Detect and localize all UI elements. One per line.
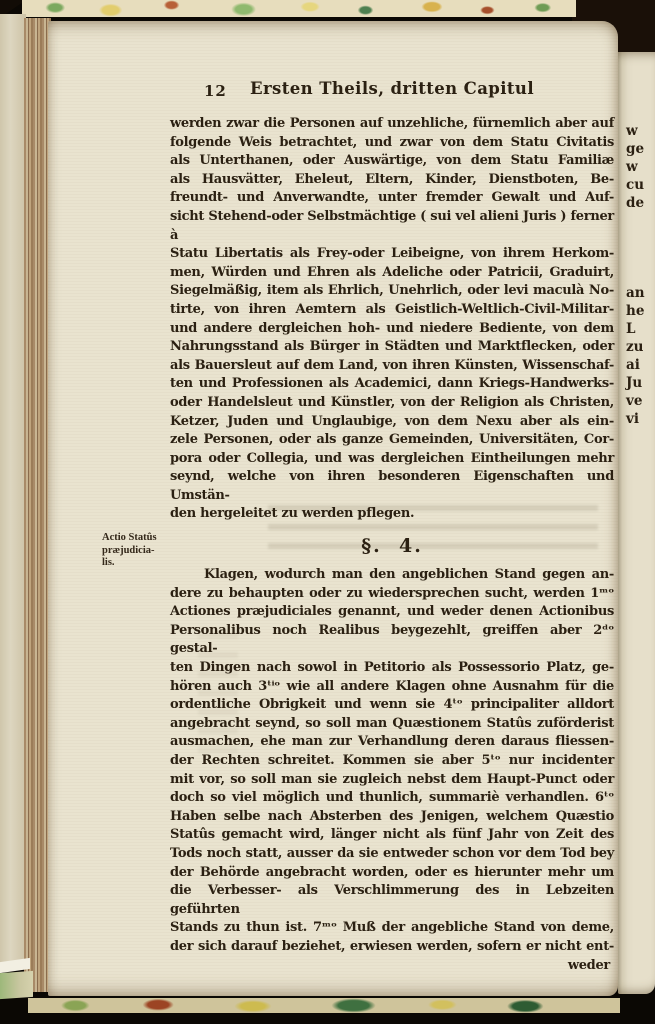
text-line: Tods noch statt, ausser da sie entweder schon vor dem Tod bey [170,845,614,861]
text-line: der Rechten schreitet. Kommen sie aber 5ᵗᵒ nur incidenter [170,753,614,768]
running-head: Ersten Theils, dritten Capitul [249,79,534,98]
text-line: Stands zu thun ist. 7ᵐᵒ Muß der angebliche Stand von deme, [170,920,614,936]
text-line: als Hausvätter, Eheleut, Eltern, Kinder, Dienstboten, Be- [170,171,614,187]
page-sliver [0,971,33,999]
paragraph-1 [170,115,614,524]
facing-text-fragment: Ju [626,375,643,391]
page-header [48,79,618,101]
margin-note [102,532,168,570]
text-line: Personalibus noch Realibus beygezehlt, greiffen aber 2ᵈᵒ gestal- [170,622,614,657]
marbled-edge-bottom [28,998,620,1013]
text-line: die Verbesser- als Verschlimmerung des in Lebzeiten geführten [170,883,614,917]
text-line: tirte, von ihren Aemtern als Geistlich-Weltlich-Civil-Militar- [170,301,614,317]
facing-text-fragment: de [626,195,645,211]
text-line: dere zu behaupten oder zu wiedersprechen sucht, werden 1ᵐᵒ [170,585,614,601]
text-line: hören auch 3ᵗⁱᵒ wie all andere Klagen ohne Ausnahm für die [170,678,614,694]
facing-text-fragment: w [626,159,638,175]
text-line: als Bauersleut auf dem Land, von ihren Künsten, Wissenschaf- [170,357,614,373]
facing-text-fragment: vi [626,411,639,427]
text-line: seynd, welche von ihren besonderen Eigenschaften und Umstän- [170,469,614,503]
text-line: zele Personen, oder als ganze Gemeinden, Universitäten, Cor- [170,432,614,448]
catchword: weder [567,957,610,973]
facing-text-fragment: zu [626,339,644,355]
text-line: Haben selbe nach Absterben des Jenigen, welchem Quæstio [170,808,614,824]
text-line: der sich darauf beziehet, erwiesen werden, sofern er nicht ent- [170,938,614,954]
text-line: oder Handelsleut und Künstler, von der Religion als Christen, [170,394,614,410]
text-line: sicht Stehend-oder Selbstmächtige ( sui vel alieni Juris ) ferner à [170,208,614,243]
text-line: ten Dingen nach sowol in Petitorio als Possessorio Platz, ge- [170,660,614,676]
text-line: angebracht seynd, so soll man Quæstionem Statûs zuförderist [170,715,614,731]
facing-text-fragment: cu [626,177,645,193]
text-line: Nahrungsstand als Bürger in Städten und Marktflecken, oder [170,339,614,355]
text-line: Statûs gemacht wird, länger nicht als fünf Jahr von Zeit des [170,827,614,843]
text-line: und andere dergleichen hoh- und niedere Bediente, von dem [170,320,614,336]
facing-text-fragment: an [626,285,645,301]
margin-note-line: Actio Statûs [102,532,157,543]
text-line: werden zwar die Personen auf unzehliche, fürnemlich aber auf [170,116,614,131]
text-line: ordentliche Obrigkeit und wenn sie 4ᵗᵒ principaliter alldort [170,697,614,713]
text-line: Siegelmäßig, item als Ehrlich, Unehrlich, oder levi maculà No- [170,283,614,299]
text-line: men, Würden und Ehren als Adeliche oder Patricii, Graduirt, [170,264,614,280]
text-line: ausmachen, ehe man zur Verhandlung deren daraus fliessen- [170,734,614,750]
text-line: den hergeleitet zu werden pflegen. [170,506,415,522]
book-page [48,21,618,996]
text-line: folgende Weis betrachtet, und zwar von dem Statu Civitatis [170,134,614,150]
text-line: ten und Professionen als Academici, dann Kriegs-Handwerks- [170,376,614,392]
margin-note-line: lis. [102,557,115,568]
text-line: Actiones præjudiciales genannt, und weder denen Actionibus [170,604,614,620]
text-line: pora oder Collegia, und was dergleichen Eintheilungen mehr [170,450,614,466]
page-number: 12 [204,82,227,100]
facing-text-fragment: ai [626,357,640,373]
margin-note-line: præjudicia- [102,544,155,556]
section-heading: §. 4. [361,535,423,558]
text-block [170,115,614,975]
page-edge-stack-left [0,14,26,966]
marbled-edge-top [22,0,576,17]
text-line: doch so viel möglich und thunlich, summariè verhandlen. 6ᵗᵒ [170,790,614,806]
facing-text-fragment: ve [626,393,643,409]
facing-text-fragment: ge [626,141,645,157]
text-line: freundt- und Anverwandte, unter fremder Gewalt und Auf- [170,190,614,206]
facing-text-fragment: w [626,123,638,139]
paragraph-2 [170,566,614,975]
text-line: Klagen, wodurch man den angeblichen Stand gegen an- [204,567,614,583]
book-gutter [24,18,51,992]
text-line: Statu Libertatis als Frey-oder Leibeigne, von ihrem Herkom- [170,246,614,262]
text-line: Ketzer, Juden und Unglaubige, von dem Nexu aber als ein- [170,413,614,429]
facing-text-fragment: he [626,303,645,319]
facing-page-edge [618,52,655,994]
text-line: als Unterthanen, oder Auswärtige, von dem Statu Familiæ [170,153,614,169]
text-line: der Behörde angebracht worden, oder es hierunter mehr um [170,864,614,880]
facing-text-fragment: L [626,321,636,337]
text-line: mit vor, so soll man sie zugleich nebst dem Haupt-Punct oder [170,771,614,787]
